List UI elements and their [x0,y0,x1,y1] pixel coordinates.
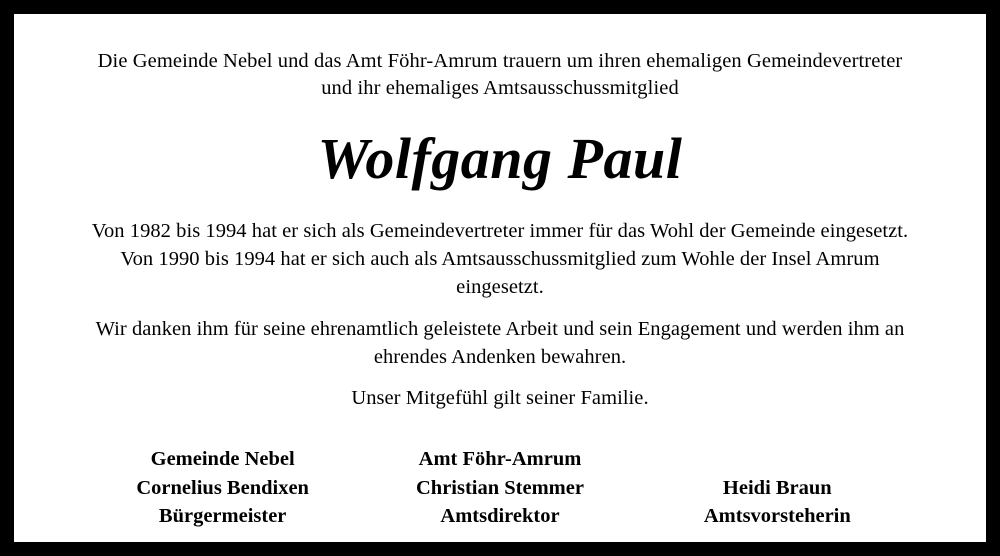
signatory-organization-spacer [639,445,916,473]
signatory-block [639,445,916,530]
tribute-paragraph-3: Unser Mitgefühl gilt seiner Familie. [351,387,649,410]
intro-text: Die Gemeinde Nebel und das Amt Föhr-Amrum trauern um ihren ehemaligen Gemeindevertreter und ihr ehemaliges Amtsausschussmitglied [97,50,903,100]
signatory-role: Bürgermeister [158,504,287,527]
deceased-name: Wolfgang Paul [317,126,683,192]
obituary-notice [14,14,986,542]
signatory-role: Amtsdirektor [440,504,560,527]
tribute-paragraph-1: Von 1982 bis 1994 hat er sich als Gemeindevertreter immer für das Wohl der Gemeinde eingesetzt. Von 1990 bis 1994 hat er sich auch als Amtsausschussmitglied zum Wohle der Insel Amrum eingesetzt. [91,220,909,298]
signatory-person: Heidi Braun [722,476,832,499]
signatory-block [84,445,361,530]
signatory-person: Christian Stemmer [416,476,584,499]
signatory-role: Amtsvorsteherin [703,504,851,527]
tribute-paragraph-2: Wir danken ihm für seine ehrenamtlich geleistete Arbeit und sein Engagement und werden ihm an ehrendes Andenken bewahren. [95,317,905,368]
signatory-organization: Gemeinde Nebel [150,448,295,471]
signatory-organization: Amt Föhr-Amrum [418,448,582,471]
signatory-person: Cornelius Bendixen [136,476,309,499]
signatory-block [361,445,638,530]
signatories [54,445,946,530]
